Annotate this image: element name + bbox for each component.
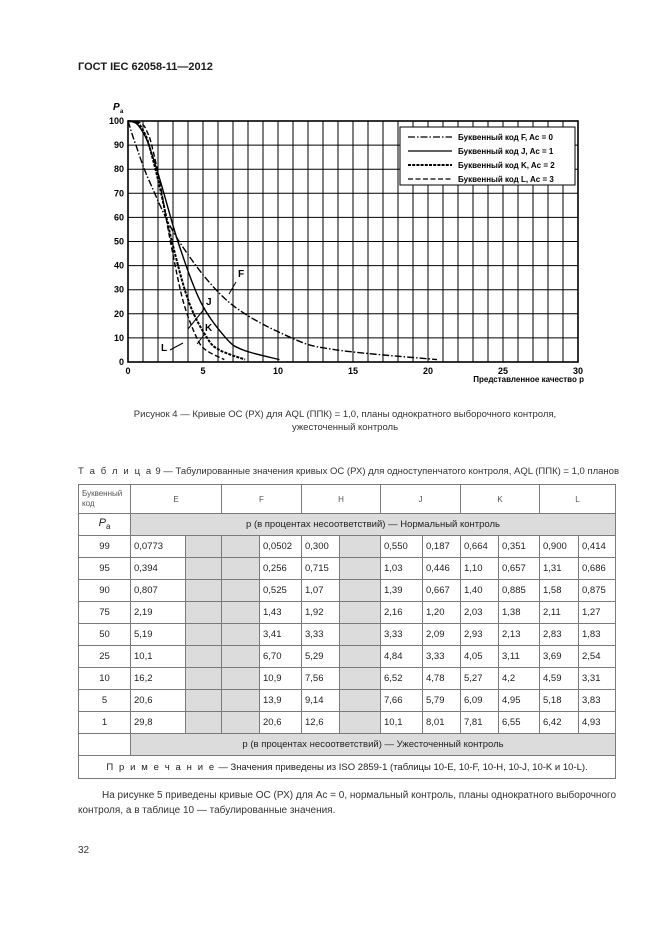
table-row (79, 536, 616, 558)
table-cell: 0,885 (499, 580, 540, 602)
empty-cell (186, 690, 222, 712)
table-cell: 10,1 (131, 646, 186, 668)
table-cell: 6,42 (540, 712, 579, 734)
curve-label-l: L (161, 343, 168, 354)
table-cell: 5,29 (302, 646, 340, 668)
y-tick-label: 80 (113, 164, 124, 175)
table-cell: 0,300 (302, 536, 340, 558)
pa-value: 1 (79, 712, 131, 734)
code-header-l: L (540, 485, 616, 514)
table-cell: 2,83 (540, 624, 579, 646)
code-header-h: H (302, 485, 381, 514)
table-cell: 3,33 (381, 624, 423, 646)
pa-header (79, 514, 131, 536)
table-row (79, 712, 616, 734)
oc-values-table (78, 484, 616, 779)
pa-symbol: P (98, 517, 106, 530)
curve-label-leader (188, 308, 205, 329)
empty-cell (222, 580, 260, 602)
code-header-f: F (222, 485, 302, 514)
table-row (79, 690, 616, 712)
table-cell: 6,55 (499, 712, 540, 734)
table-cell: 7,56 (302, 668, 340, 690)
curve-label-j: J (206, 297, 212, 308)
pa-value: 99 (79, 536, 131, 558)
table-cell: 20,6 (131, 690, 186, 712)
empty-cell (222, 712, 260, 734)
table-cell: 29,8 (131, 712, 186, 734)
y-tick-label: 50 (113, 236, 124, 247)
table-cell: 0,351 (499, 536, 540, 558)
table-cell: 0,394 (131, 558, 186, 580)
table-title-text: 9 — Табулированные значения кривых ОС (РХ) для одноступенчатого контроля, AQL (ППК) = 1,0 планов (152, 466, 620, 477)
table-note (79, 756, 616, 779)
empty-cell (340, 624, 381, 646)
table-cell: 0,686 (579, 558, 616, 580)
table-cell: 0,446 (423, 558, 461, 580)
chart-legend (400, 127, 575, 185)
y-tick-label: 40 (113, 260, 124, 271)
tightened-corner (79, 734, 131, 756)
table-cell: 9,14 (302, 690, 340, 712)
table-row (79, 558, 616, 580)
empty-cell (222, 690, 260, 712)
chart-curves (128, 121, 437, 360)
note-row (79, 756, 616, 779)
table-row (79, 646, 616, 668)
x-axis-label: Представленное качество p (473, 375, 584, 384)
table-cell: 0,0773 (131, 536, 186, 558)
empty-cell (186, 624, 222, 646)
table-cell: 1,20 (423, 602, 461, 624)
empty-cell (340, 558, 381, 580)
y-axis-label-subscript: a (120, 109, 124, 115)
table-cell: 1,10 (461, 558, 499, 580)
table-cell: 0,715 (302, 558, 340, 580)
pa-value: 75 (79, 602, 131, 624)
curve-label-k: K (205, 323, 213, 334)
table-cell: 7,81 (461, 712, 499, 734)
table-cell: 0,256 (260, 558, 302, 580)
figure-caption-line1: Рисунок 4 — Кривые ОС (РХ) для AQL (ППК) = 1,0, планы однократного выборочного контроля, (133, 409, 557, 420)
table-cell: 1,07 (302, 580, 340, 602)
table-cell: 2,13 (499, 624, 540, 646)
table-cell: 2,54 (579, 646, 616, 668)
y-tick-label: 30 (113, 284, 124, 295)
table-cell: 5,19 (131, 624, 186, 646)
pa-value: 95 (79, 558, 131, 580)
empty-cell (340, 712, 381, 734)
normal-section-header: p (в процентах несоответствий) — Нормальный контроль (131, 514, 616, 536)
x-tick-label: 5 (200, 366, 206, 376)
body-paragraph: На рисунке 5 приведены кривые ОС (РХ) для Ac = 0, нормальный контроль, планы однократного выборочного контроля, а в таблице 10 — табулированные значения. (78, 790, 617, 816)
oc-curves-chart (0, 0, 661, 400)
table-title (78, 466, 619, 477)
empty-cell (222, 646, 260, 668)
pa-header-row (79, 514, 616, 536)
table-cell: 3,41 (260, 624, 302, 646)
table-cell: 1,58 (540, 580, 579, 602)
table-cell: 5,27 (461, 668, 499, 690)
table-note-prefix: П р и м е ч а н и е (106, 761, 216, 773)
x-tick-label: 25 (497, 366, 509, 376)
empty-cell (186, 580, 222, 602)
table-cell: 0,900 (540, 536, 579, 558)
empty-cell (340, 602, 381, 624)
table-row (79, 602, 616, 624)
table-cell: 20,6 (260, 712, 302, 734)
pa-value: 90 (79, 580, 131, 602)
table-cell: 7,66 (381, 690, 423, 712)
table-cell: 2,93 (461, 624, 499, 646)
table-cell: 10,1 (381, 712, 423, 734)
empty-cell (186, 558, 222, 580)
table-cell: 5,79 (423, 690, 461, 712)
empty-cell (340, 690, 381, 712)
legend-entry: Буквенный код F, Ac = 0 (458, 133, 553, 142)
table-cell: 0,187 (423, 536, 461, 558)
table-row (79, 624, 616, 646)
table-cell: 1,03 (381, 558, 423, 580)
corner-header: Буквенный код (79, 485, 131, 514)
table-cell: 0,657 (499, 558, 540, 580)
empty-cell (222, 602, 260, 624)
code-header-k: K (461, 485, 540, 514)
y-tick-label: 100 (108, 116, 124, 126)
y-tick-label: 10 (113, 332, 124, 343)
empty-cell (186, 712, 222, 734)
table-cell: 1,27 (579, 602, 616, 624)
table-header-row (79, 485, 616, 514)
y-tick-label: 0 (118, 357, 124, 367)
y-axis-label: P (113, 102, 120, 113)
table-cell: 0,875 (579, 580, 616, 602)
curve-label-leader (170, 343, 183, 350)
table-cell: 1,38 (499, 602, 540, 624)
table-cell: 0,525 (260, 580, 302, 602)
table-cell: 4,05 (461, 646, 499, 668)
table-cell: 1,39 (381, 580, 423, 602)
table-cell: 2,16 (381, 602, 423, 624)
empty-cell (340, 580, 381, 602)
legend-entry: Буквенный код K, Ac = 2 (458, 161, 555, 170)
x-tick-label: 0 (125, 366, 131, 376)
table-cell: 8,01 (423, 712, 461, 734)
curve-j (128, 121, 280, 360)
table-cell: 3,31 (579, 668, 616, 690)
code-header-e: E (131, 485, 222, 514)
legend-entry: Буквенный код J, Ac = 1 (458, 147, 554, 156)
y-tick-label: 90 (113, 140, 124, 151)
table-note-text: — Значения приведены из ISO 2859-1 (таблицы 10-E, 10-F, 10-H, 10-J, 10-K и 10-L). (215, 761, 588, 773)
curve-label-f: F (238, 269, 245, 280)
table-cell: 0,807 (131, 580, 186, 602)
table-cell: 3,11 (499, 646, 540, 668)
table-cell: 4,93 (579, 712, 616, 734)
tightened-header-row (79, 734, 616, 756)
page-number: 32 (78, 845, 90, 856)
y-tick-label: 60 (113, 212, 124, 223)
code-header-j: J (381, 485, 461, 514)
legend-entry: Буквенный код L, Ac = 3 (458, 175, 554, 184)
table-cell: 2,19 (131, 602, 186, 624)
table-cell: 5,18 (540, 690, 579, 712)
empty-cell (222, 558, 260, 580)
x-tick-label: 20 (422, 366, 434, 376)
table-cell: 6,70 (260, 646, 302, 668)
table-cell: 0,664 (461, 536, 499, 558)
table-cell: 4,59 (540, 668, 579, 690)
table-cell: 1,31 (540, 558, 579, 580)
empty-cell (186, 536, 222, 558)
table-cell: 4,2 (499, 668, 540, 690)
table-cell: 3,33 (302, 624, 340, 646)
x-tick-label: 15 (347, 366, 359, 376)
table-cell: 4,84 (381, 646, 423, 668)
empty-cell (186, 602, 222, 624)
pa-subscript: a (105, 522, 111, 532)
empty-cell (186, 668, 222, 690)
pa-value: 25 (79, 646, 131, 668)
table-cell: 0,667 (423, 580, 461, 602)
table-cell: 2,11 (540, 602, 579, 624)
pa-value: 10 (79, 668, 131, 690)
empty-cell (222, 536, 260, 558)
table-cell: 16,2 (131, 668, 186, 690)
table-cell: 4,95 (499, 690, 540, 712)
x-tick-label: 10 (272, 366, 284, 376)
table-cell: 1,40 (461, 580, 499, 602)
table-cell: 4,78 (423, 668, 461, 690)
empty-cell (340, 536, 381, 558)
empty-cell (222, 668, 260, 690)
table-cell: 6,52 (381, 668, 423, 690)
empty-cell (340, 646, 381, 668)
table-row (79, 668, 616, 690)
pa-value: 50 (79, 624, 131, 646)
table-cell: 0,0502 (260, 536, 302, 558)
table-cell: 1,92 (302, 602, 340, 624)
table-cell: 1,43 (260, 602, 302, 624)
pa-value: 5 (79, 690, 131, 712)
table-cell: 10,9 (260, 668, 302, 690)
table-cell: 1,83 (579, 624, 616, 646)
figure-caption (60, 408, 630, 434)
document-header: ГОСТ IEC 62058-11—2012 (78, 61, 213, 73)
table-cell: 12,6 (302, 712, 340, 734)
table-cell: 0,550 (381, 536, 423, 558)
curve-k (128, 121, 245, 360)
y-tick-label: 70 (113, 188, 124, 199)
table-cell: 2,09 (423, 624, 461, 646)
table-cell: 13,9 (260, 690, 302, 712)
curve-f (128, 121, 437, 360)
tightened-section-header: p (в процентах несоответствий) — Ужесточенный контроль (131, 734, 616, 756)
table-cell: 3,33 (423, 646, 461, 668)
table-cell: 2,03 (461, 602, 499, 624)
table-cell: 3,69 (540, 646, 579, 668)
empty-cell (186, 646, 222, 668)
table-row (79, 580, 616, 602)
table-cell: 0,414 (579, 536, 616, 558)
x-tick-label: 30 (572, 366, 584, 376)
table-cell: 6,09 (461, 690, 499, 712)
table-cell: 3,83 (579, 690, 616, 712)
y-tick-label: 20 (113, 308, 124, 319)
table-title-prefix: Т а б л и ц а (78, 466, 153, 477)
figure-caption-line2: ужесточенный контроль (291, 422, 399, 433)
empty-cell (222, 624, 260, 646)
empty-cell (340, 668, 381, 690)
